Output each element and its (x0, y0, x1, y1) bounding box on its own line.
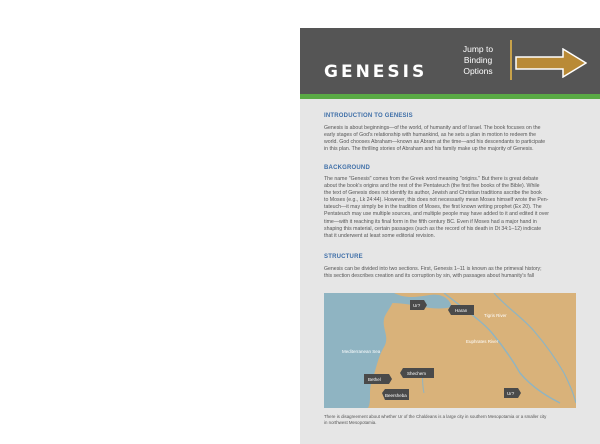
jump-label-line1: Jump to (462, 44, 494, 54)
page-header (300, 28, 600, 94)
jump-label-line3: Options (463, 66, 493, 76)
svg-text:Bethel: Bethel (368, 377, 381, 382)
header-divider (510, 40, 512, 80)
jump-label-line2: Binding (463, 55, 493, 65)
marker-beersheba[interactable] (382, 389, 409, 400)
svg-text:Haran: Haran (455, 308, 468, 313)
book-page (300, 28, 600, 444)
arrow-right-icon[interactable] (515, 48, 587, 78)
sea-label: Mediterranean Sea (342, 349, 381, 354)
map-caption: There is disagreement about whether Ur of the Chaldeans is a large city in southern Mesopotamia or a smaller city in northwest Mesopotamia. (324, 414, 547, 425)
marker-haran[interactable] (448, 305, 474, 315)
svg-text:Ur?: Ur? (413, 303, 421, 308)
svg-text:Shechem: Shechem (407, 371, 427, 376)
structure-heading: STRUCTURE (324, 254, 363, 260)
marker-ur-north[interactable] (410, 300, 427, 310)
svg-text:Ur?: Ur? (507, 391, 515, 396)
background-paragraph: The name "Genesis" comes from the Greek word meaning "origins." But there is great debate about the book's origins and the rest of the Pentateuch (the first five books of the Bible). While the text of Genesis does not identify its author, Jewish and Christian traditions ascribe the book to Moses (e.g., Lk 24:44). However, this does not necessarily mean Moses himself wrote the Pen- tateuch—it may simply be in the tradition of Moses, the first known writing prophet (Ex 20). The Pentateuch may use multiple sources, and multiple people may have added to it and edited it over time—with it reaching its final form in the fifth century BC. Even if Moses had a major hand in shaping this material, certain passages (such as the record of his death in Dt 34:1–12) indicate that it underwent at least some editorial revision. (324, 176, 549, 239)
marker-shechem[interactable] (400, 368, 434, 378)
journey-map (324, 293, 576, 408)
euphrates-label: Euphrates River (466, 339, 499, 344)
intro-paragraph: Genesis is about beginnings—of the world, of humanity and of Israel. The book focuses on the early stages of God's relationship with humankind, as he sets a plan in motion to redeem the world. God chooses Abraham—known as Abram at the time—and his descendants to participate in this plan. The thrilling stories of Abraham and his family make up the majority of Genesis. (324, 125, 546, 153)
marker-ur-south[interactable] (504, 388, 521, 398)
svg-text:Beersheba: Beersheba (385, 393, 407, 398)
marker-bethel[interactable] (364, 374, 392, 384)
book-title: GENESIS (324, 62, 428, 82)
intro-heading: INTRODUCTION TO GENESIS (324, 113, 413, 119)
accent-bar (300, 94, 600, 99)
structure-paragraph: Genesis can be divided into two sections. First, Genesis 1–11 is known as the primeval history; this section describes creation and its corruption by sin, with passages about humanity's fall (324, 266, 542, 280)
tigris-label: Tigris River (484, 313, 507, 318)
jump-to-binding-options-link[interactable] (448, 44, 508, 77)
background-heading: BACKGROUND (324, 165, 370, 171)
